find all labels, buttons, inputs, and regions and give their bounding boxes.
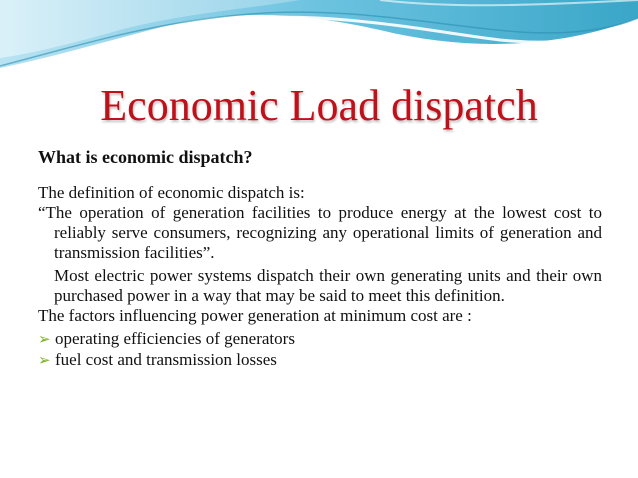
factors-intro: The factors influencing power generation at minimum cost are :: [38, 306, 472, 325]
factors-list: [38, 329, 602, 371]
arrow-bullet-icon: ➢: [38, 353, 51, 369]
header-wave-decoration: [0, 0, 638, 82]
slide-title: Economic Load dispatch: [100, 81, 538, 130]
section-heading: What is economic dispatch?: [38, 147, 253, 167]
definition-quote: “The operation of generation facilities to produce energy at the lowest cost to reliably serve consumers, recognizing any operational limits of generation and transmission facilities”.: [38, 203, 602, 262]
arrow-bullet-icon: ➢: [38, 332, 51, 348]
definition-intro: The definition of economic dispatch is:: [38, 183, 305, 202]
list-item-text: operating efficiencies of generators: [55, 329, 295, 348]
list-item: [38, 350, 602, 371]
definition-note: Most electric power systems dispatch their own generating units and their own purchased power in a way that may be said to meet this definition.: [54, 266, 602, 305]
list-item: [38, 329, 602, 350]
list-item-text: fuel cost and transmission losses: [55, 350, 277, 369]
slide-body: [38, 146, 602, 371]
